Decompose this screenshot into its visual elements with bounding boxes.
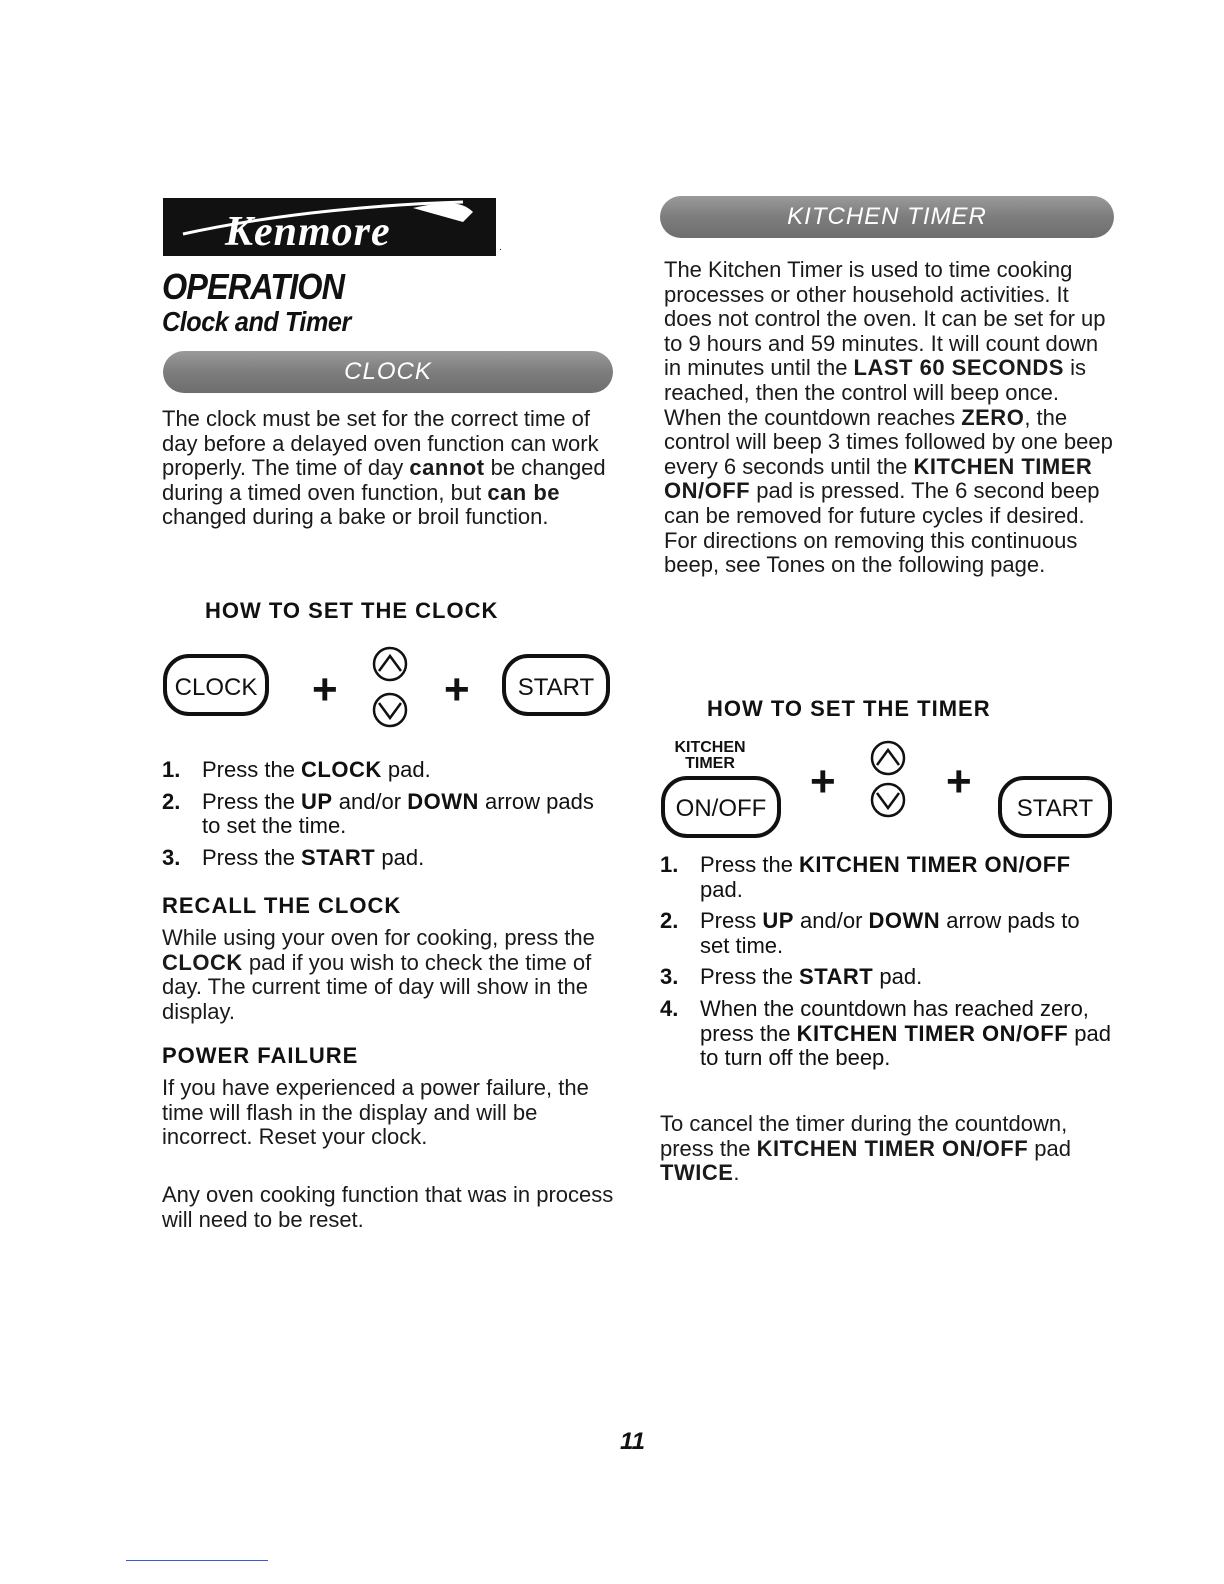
emphasis-text: ZERO	[961, 404, 1025, 430]
emphasis-text: DOWN	[868, 908, 941, 934]
emphasis-text: START	[301, 844, 376, 870]
start-pad-label: START	[1016, 795, 1094, 822]
clock-section-banner: CLOCK	[163, 351, 613, 393]
emphasis-text: KITCHEN TIMER ON/OFF	[796, 1020, 1069, 1046]
how-to-set-clock-heading: HOW TO SET THE CLOCK	[205, 598, 499, 623]
clock-key-diagram	[162, 644, 622, 734]
kenmore-logo	[163, 198, 496, 256]
emphasis-text: TWICE	[660, 1160, 734, 1186]
kitchen-timer-section-banner: KITCHEN TIMER	[660, 196, 1114, 238]
emphasis-text: KITCHEN TIMER ON/OFF	[664, 453, 1093, 504]
plus-sign: +	[443, 665, 469, 714]
list-item: 1. Press the CLOCK pad.	[162, 757, 431, 782]
recall-clock-text: While using your oven for cooking, press the CLOCK pad if you wish to check the time of day. The current time of day will show in the display.	[162, 925, 595, 1024]
page-title: OPERATION	[162, 266, 345, 307]
on-off-pad-label: ON/OFF	[675, 795, 767, 822]
power-failure-heading: POWER FAILURE	[162, 1043, 359, 1068]
emphasis-text: UP	[762, 908, 794, 934]
cancel-timer-text: To cancel the timer during the countdown, press the KITCHEN TIMER ON/OFF pad TWICE.	[660, 1111, 1071, 1186]
list-item: 4. When the countdown has reached zero, press the KITCHEN TIMER ON/OFF pad to turn off the beep.	[660, 995, 1111, 1071]
plus-sign: +	[311, 665, 337, 714]
emphasis-text: KITCHEN TIMER ON/OFF	[799, 852, 1071, 877]
list-item: 2. Press UP and/or DOWN arrow pads to set time.	[660, 908, 1080, 958]
recall-clock-heading: RECALL THE CLOCK	[162, 893, 402, 918]
page-number: 11	[620, 1428, 645, 1455]
footer-rule	[126, 1560, 268, 1561]
down-arrow-icon	[374, 694, 406, 726]
kitchen-timer-label: KITCHEN	[674, 739, 746, 756]
list-item: 3. Press the START pad.	[660, 964, 923, 990]
down-arrow-icon	[872, 784, 904, 816]
emphasis-text: KITCHEN TIMER ON/OFF	[756, 1135, 1029, 1161]
list-item: 1. Press the KITCHEN TIMER ON/OFF pad.	[660, 852, 1071, 902]
list-item: 2. Press the UP and/or DOWN arrow pads to set the time.	[162, 788, 594, 839]
timer-intro-text: The Kitchen Timer is used to time cooking processes or other household activities. It does not control the oven. It can be set for up to 9 hours and 59 minutes. It will count down in minutes until the LAST 60 SECONDS is reached, then the control will beep once. When the countdown reaches ZERO, the control will beep 3 times followed by one beep every 6 seconds until the KITCHEN TIMER ON/OFF pad is pressed. The 6 second beep can be removed for future cycles if desired. For directions on removing this continuous beep, see Tones on the following page.	[664, 257, 1113, 578]
clock-pad-label: CLOCK	[174, 674, 258, 701]
plus-sign: +	[809, 757, 835, 806]
up-arrow-icon	[872, 742, 904, 774]
clock-steps-list	[162, 758, 612, 877]
emphasis-text: UP	[301, 788, 333, 814]
emphasis-text: cannot	[409, 455, 485, 481]
power-failure-text: If you have experienced a power failure, the time will flash in the display and will be incorrect. Reset your clock.	[162, 1075, 589, 1150]
list-item: 3. Press the START pad.	[162, 844, 425, 870]
clock-intro-text: The clock must be set for the correct time of day before a delayed oven function can work properly. The time of day cannot be changed during a timed oven function, but can be changed during a bake or broil function.	[162, 406, 606, 530]
timer-steps-list	[660, 853, 1112, 1078]
power-failure-reset-text: Any oven cooking function that was in process will need to be reset.	[162, 1182, 614, 1232]
logo-wordmark: Kenmore	[225, 209, 391, 255]
page-subtitle: Clock and Timer	[162, 306, 351, 337]
emphasis-text: can be	[487, 479, 561, 505]
registered-mark: .	[499, 242, 502, 253]
start-pad-label: START	[517, 674, 595, 701]
emphasis-text: CLOCK	[162, 949, 243, 975]
emphasis-text: CLOCK	[301, 757, 382, 782]
emphasis-text: DOWN	[407, 788, 479, 814]
timer-key-diagram	[660, 734, 1120, 844]
up-arrow-icon	[374, 648, 406, 680]
emphasis-text: LAST 60 SECONDS	[853, 355, 1064, 381]
emphasis-text: START	[799, 964, 874, 990]
kitchen-timer-label: TIMER	[685, 755, 735, 772]
plus-sign: +	[945, 757, 971, 806]
how-to-set-timer-heading: HOW TO SET THE TIMER	[707, 696, 991, 721]
